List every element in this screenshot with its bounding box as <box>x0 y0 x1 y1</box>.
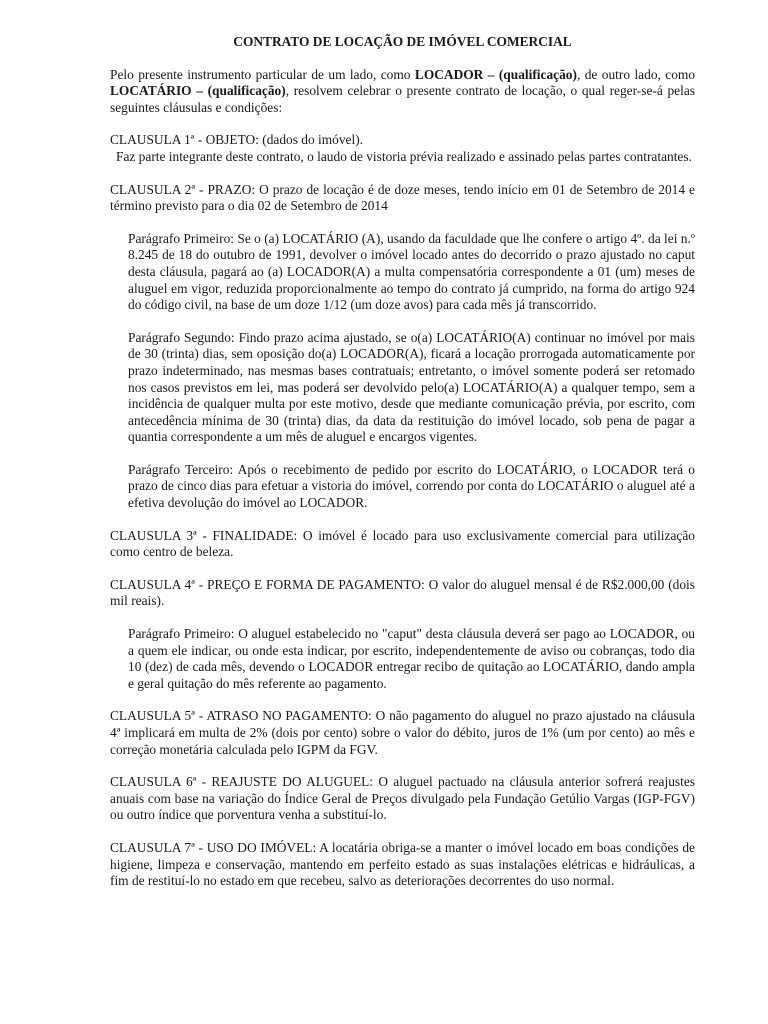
clause-5-body: CLAUSULA 5ª - ATRASO NO PAGAMENTO: O não pagamento do aluguel no prazo ajustado na cláusula 4ª implicará em multa de 2% (dois por cento) sobre o valor do débito, juros de 1% (um por cento) ao mês e correção monetária calculada pelo IGPM da FGV. <box>110 708 695 757</box>
intro-text-3: , resolvem celebrar o presente contrato de locação, o qual reger-se-á pelas seguintes cláusulas e condições: <box>110 83 695 115</box>
clause-2-paragraph-3: Parágrafo Terceiro: Após o recebimento de pedido por escrito do LOCATÁRIO, o LOCADOR terá o prazo de cinco dias para efetuar a vistoria do imóvel, correndo por conta do LOCATÁRIO o aluguel até a efetiva devolução do imóvel ao LOCADOR. <box>128 461 695 511</box>
locatario-label: LOCATÁRIO – (qualificação) <box>110 83 286 99</box>
clause-2-body: CLAUSULA 2ª - PRAZO: O prazo de locação é de doze meses, tendo início em 01 de Setembro de 2014 e término previsto para o dia 02 de Setembro de 2014 <box>110 181 695 214</box>
clause-1-heading: CLAUSULA 1ª - OBJETO: (dados do imóvel). <box>110 132 364 148</box>
document-title: CONTRATO DE LOCAÇÃO DE IMÓVEL COMERCIAL <box>233 34 572 49</box>
intro-text-2: , de outro lado, como <box>576 66 696 82</box>
intro-paragraph <box>110 67 695 117</box>
clause-4-paragraph-1: Parágrafo Primeiro: O aluguel estabelecido no "caput" desta cláusula deverá ser pago ao LOCADOR, ou a quem ele indicar, ou onde esta indicar, por escrito, independentemente de aviso ou cobranças, todo dia 10 (dez) de cada mês, devendo o LOCADOR entregar recibo de quitação ao LOCATÁRIO, dando ampla e geral quitação do mês referente ao pagamento. <box>128 626 695 691</box>
clause-2-paragraph-2: Parágrafo Segundo: Findo prazo acima ajustado, se o(a) LOCATÁRIO(A) continuar no imóvel por mais de 30 (trinta) dias, sem oposição do(a) LOCADOR(A), ficará a locação prorrogada automaticamente por prazo indeterminado, nas mesmas bases contratuais; entretanto, o imóvel somente poderá ser retomado nos casos previstos em lei, mas poderá ser devolvido pelo(a) LOCATÁRIO(A) a qualquer tempo, sem a incidência de qualquer multa por este motivo, desde que mediante comunicação prévia, por escrito, com antecedência mínima de 30 (trinta) dias, da data da restituição do imóvel locado, sob pena de pagar a quantia correspondente a um mês de aluguel e encargos vigentes. <box>128 329 695 445</box>
clause-6-body: CLAUSULA 6ª - REAJUSTE DO ALUGUEL: O aluguel pactuado na cláusula anterior sofrerá reajustes anuais com base na variação do Índice Geral de Preços divulgado pela Fundação Getúlio Vargas (IGP-FGV) ou outro índice que porventura venha a substituí-lo. <box>110 774 695 823</box>
contract-document <box>110 34 695 906</box>
clause-7-body: CLAUSULA 7ª - USO DO IMÓVEL: A locatária obriga-se a manter o imóvel locado em boas condições de higiene, limpeza e conservação, mantendo em perfeito estado as suas instalações elétricas e hidráulicas, a fim de restituí-lo no estado em que recebeu, salvo as deteriorações decorrentes do uso normal. <box>110 839 695 889</box>
clause-4-body: CLAUSULA 4ª - PREÇO E FORMA DE PAGAMENTO: O valor do aluguel mensal é de R$2.000,00 (dois mil reais). <box>110 576 695 609</box>
intro-text-1: Pelo presente instrumento particular de um lado, como <box>110 66 415 82</box>
clause-2-paragraph-1: Parágrafo Primeiro: Se o (a) LOCATÁRIO (A), usando da faculdade que lhe confere o artigo 4º. da lei n.º 8.245 de 18 do outubro de 1991, devolver o imóvel locado antes do decorrido o prazo ajustado no caput desta cláusula, pagará ao (a) LOCADOR(A) a multa compensatória correspondente a 01 (um) meses de aluguel em vigor, reduzida proporcionalmente ao tempo do contrato já cumprido, na forma do artigo 924 do código civil, na base de um doze 1/12 (um doze avos) para cada mês já transcorrido. <box>128 230 695 313</box>
locador-label: LOCADOR – (qualificação) <box>414 66 577 82</box>
clause-3-body: CLAUSULA 3ª - FINALIDADE: O imóvel é locado para uso exclusivamente comercial para utilização como centro de beleza. <box>110 527 695 560</box>
clause-1-body: Faz parte integrante deste contrato, o laudo de vistoria prévia realizado e assinado pelas partes contratantes. <box>116 148 692 164</box>
